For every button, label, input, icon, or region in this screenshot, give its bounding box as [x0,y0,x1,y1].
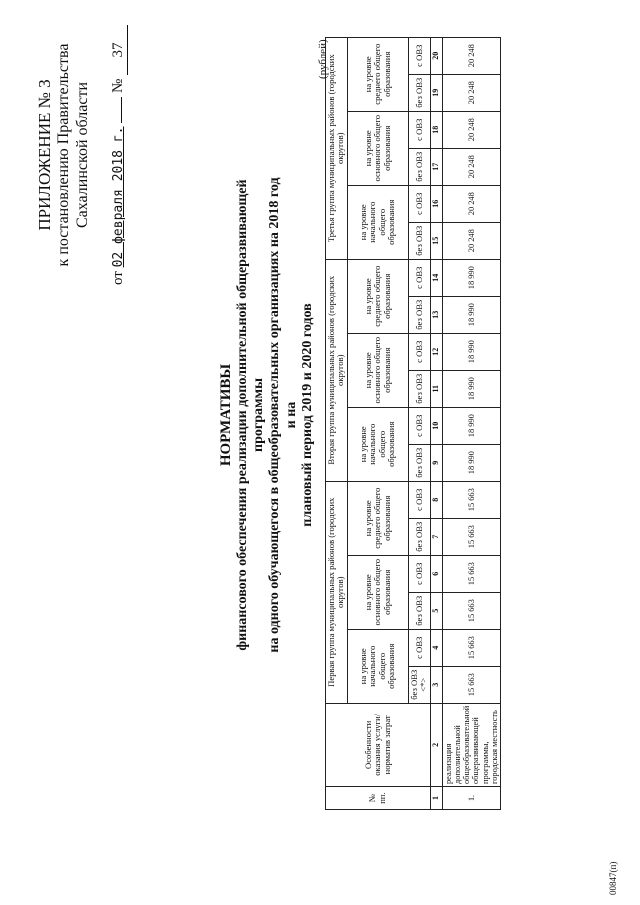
col-index: 18 [430,111,442,148]
sub-with-ovz: с ОВЗ [408,185,430,222]
col-index: 5 [430,592,442,629]
sub-with-ovz: с ОВЗ [408,481,430,518]
document-title [218,175,316,655]
sub-with-ovz: с ОВЗ [408,407,430,444]
sub-with-ovz: с ОВЗ [408,555,430,592]
sub-with-ovz: с ОВЗ [408,333,430,370]
value-cell: 20 248 [442,74,500,111]
level-g1-secondary: на уровне среднего общего образования [347,481,408,555]
value-cell: 15 663 [442,555,500,592]
level-g3-primary: на уровне начального общего образования [347,185,408,259]
value-cell: 20 248 [442,148,500,185]
appendix-line2: Сахалинской области [73,81,91,229]
unit-label: (рублей) [317,39,329,79]
col-index: 3 [430,666,442,703]
col-index: 15 [430,222,442,259]
col-index: 11 [430,370,442,407]
number-prefix: № [110,78,126,93]
value-cell: 15 663 [442,666,500,703]
footer-code: 00847(п) [608,861,618,895]
level-g2-primary: на уровне начального общего образования [347,407,408,481]
value-cell: 20 248 [442,222,500,259]
level-g1-basic: на уровне основного общего образования [347,555,408,629]
row-number: 1. [442,787,500,810]
sub-with-ovz: с ОВЗ [408,111,430,148]
col-index: 4 [430,629,442,666]
col-index: 16 [430,185,442,222]
sub-with-ovz: с ОВЗ [408,37,430,74]
date-underline [121,97,122,123]
level-g3-secondary: на уровне среднего общего образования [347,37,408,111]
title-line2: финансового обеспечения реализации дополнительной общеразвивающей программы [235,179,267,651]
value-cell: 18 990 [442,444,500,481]
title-line4: плановый период 2019 и 2020 годов [299,303,315,527]
sub-without-ovz: без ОВЗ [408,518,430,555]
table-row [442,37,500,809]
value-cell: 18 990 [442,370,500,407]
sub-without-ovz: без ОВЗ [408,148,430,185]
col-index: 12 [430,333,442,370]
header-group-2: Вторая группа муниципальных районов (городских округов) [326,259,348,481]
sub-with-ovz: с ОВЗ [408,629,430,666]
value-cell: 18 990 [442,259,500,296]
appendix-date-line [110,15,128,285]
col-index: 9 [430,444,442,481]
sub-without-ovz: без ОВЗ [408,444,430,481]
sub-without-ovz: без ОВЗ [408,592,430,629]
value-cell: 20 248 [442,185,500,222]
appendix-line1: к постановлению Правительства [55,43,73,267]
sub-without-ovz: без ОВЗ [408,296,430,333]
value-cell: 15 663 [442,481,500,518]
col-index: 13 [430,296,442,333]
value-cell: 18 990 [442,333,500,370]
value-cell: 15 663 [442,518,500,555]
level-g2-secondary: на уровне среднего общего образования [347,259,408,333]
table-index-row [430,37,442,809]
appendix-header [35,25,93,285]
level-g1-primary: на уровне начального общего образования [347,629,408,703]
date-prefix: от [110,271,126,285]
sub-with-ovz: с ОВЗ [408,259,430,296]
col-index: 20 [430,37,442,74]
table-header-row-2 [347,37,408,809]
level-g2-basic: на уровне основного общего образования [347,333,408,407]
col-index: 14 [430,259,442,296]
col-index: 19 [430,74,442,111]
header-no: № пп. [326,787,431,810]
col-index: 17 [430,148,442,185]
col-index: 6 [430,555,442,592]
title-line1: НОРМАТИВЫ [218,363,234,467]
header-group-1: Первая группа муниципальных районов (городских округов) [326,481,348,703]
level-g3-basic: на уровне основного общего образования [347,111,408,185]
norms-table [325,37,501,810]
date-value: 02 февраля 2018 г. [111,126,126,268]
col-index: 2 [430,703,442,786]
header-feature: Особенности оказания услуги/ норматив затрат [326,703,431,786]
col-index: 8 [430,481,442,518]
sub-without-ovz: без ОВЗ [408,222,430,259]
sub-without-ovz: без ОВЗ [408,370,430,407]
value-cell: 18 990 [442,296,500,333]
value-cell: 20 248 [442,111,500,148]
col-index: 10 [430,407,442,444]
sub-without-ovz: без ОВЗ <*> [408,666,430,703]
title-line3: на одного обучающегося в общеобразовательных организациях на 2018 год и на [267,177,299,653]
appendix-title: ПРИЛОЖЕНИЕ № 3 [35,79,54,231]
value-cell: 18 990 [442,407,500,444]
number-value: 37 [110,25,128,75]
table-header-row-3 [408,37,430,809]
header-group-3: Третья группа муниципальных районов (городских округов) [326,37,348,259]
value-cell: 15 663 [442,592,500,629]
row-feature: реализация дополнительной общеобразовательной общеразвивающей программы, городская местность [442,703,500,786]
col-index: 7 [430,518,442,555]
value-cell: 20 248 [442,37,500,74]
value-cell: 15 663 [442,629,500,666]
table-header-row-1 [326,37,348,809]
sub-without-ovz: без ОВЗ [408,74,430,111]
col-index: 1 [430,787,442,810]
